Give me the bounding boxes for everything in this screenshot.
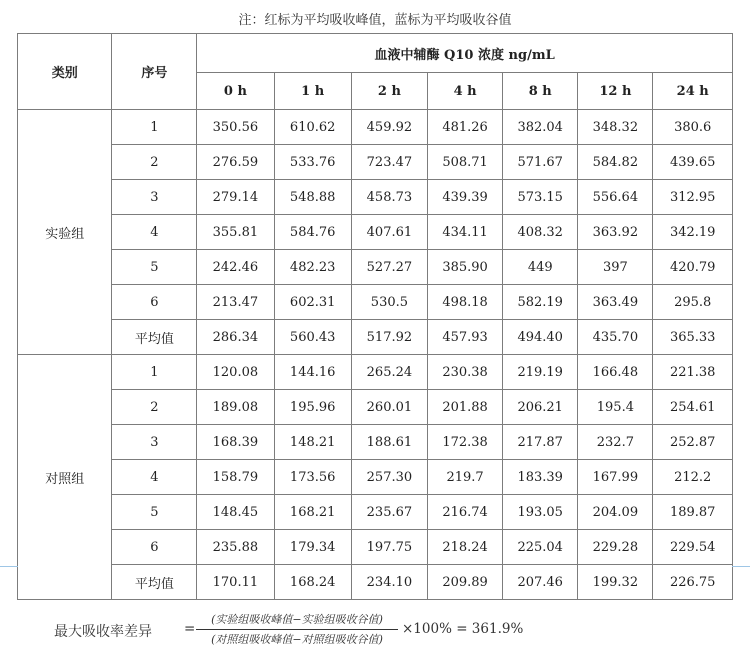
value-cell: 199.32	[578, 565, 653, 600]
row-label-cell: 2	[112, 145, 197, 180]
value-cell: 435.70	[578, 320, 653, 355]
value-cell: 407.61	[351, 215, 427, 250]
value-cell: 201.88	[428, 390, 503, 425]
value-cell: 363.49	[578, 285, 653, 320]
row-label-cell: 6	[112, 530, 197, 565]
time-header-cell: 0 h	[197, 73, 274, 110]
value-cell: 439.65	[653, 145, 733, 180]
table-row	[18, 110, 733, 145]
value-cell: 234.10	[351, 565, 427, 600]
value-cell: 195.4	[578, 390, 653, 425]
value-cell: 295.8	[653, 285, 733, 320]
fraction-bar	[196, 629, 398, 630]
table-row	[18, 530, 733, 565]
value-cell: 286.34	[197, 320, 274, 355]
value-cell: 219.7	[428, 460, 503, 495]
value-cell: 530.5	[351, 285, 427, 320]
value-cell: 397	[578, 250, 653, 285]
table-row	[18, 495, 733, 530]
value-cell: 363.92	[578, 215, 653, 250]
value-cell: 166.48	[578, 355, 653, 390]
value-cell: 584.82	[578, 145, 653, 180]
value-cell: 216.74	[428, 495, 503, 530]
value-cell: 408.32	[503, 215, 578, 250]
time-header-cell: 1 h	[274, 73, 351, 110]
formula-numerator: (实验组吸收峰值−实验组吸收谷值)	[211, 613, 383, 626]
time-header-cell: 8 h	[503, 73, 578, 110]
time-header-cell: 12 h	[578, 73, 653, 110]
row-label-cell: 4	[112, 215, 197, 250]
value-cell: 207.46	[503, 565, 578, 600]
value-cell: 420.79	[653, 250, 733, 285]
value-cell: 582.19	[503, 285, 578, 320]
value-cell: 183.39	[503, 460, 578, 495]
value-cell: 382.04	[503, 110, 578, 145]
value-cell: 225.04	[503, 530, 578, 565]
row-label-cell: 1	[112, 110, 197, 145]
table-row	[18, 390, 733, 425]
value-cell: 221.38	[653, 355, 733, 390]
value-cell: 365.33	[653, 320, 733, 355]
value-cell: 508.71	[428, 145, 503, 180]
row-label-cell: 6	[112, 285, 197, 320]
value-cell: 158.79	[197, 460, 274, 495]
value-cell: 206.21	[503, 390, 578, 425]
time-header-cell: 2 h	[351, 73, 427, 110]
value-cell: 723.47	[351, 145, 427, 180]
value-cell: 342.19	[653, 215, 733, 250]
value-cell: 120.08	[197, 355, 274, 390]
value-cell: 229.28	[578, 530, 653, 565]
value-cell: 193.05	[503, 495, 578, 530]
value-cell: 172.38	[428, 425, 503, 460]
value-cell: 235.67	[351, 495, 427, 530]
table-row	[18, 180, 733, 215]
table-row	[18, 285, 733, 320]
value-cell: 533.76	[274, 145, 351, 180]
formula-lead: 最大吸收率差异	[54, 624, 152, 640]
table-row	[18, 215, 733, 250]
value-cell: 279.14	[197, 180, 274, 215]
value-cell: 170.11	[197, 565, 274, 600]
value-cell: 168.39	[197, 425, 274, 460]
value-cell: 312.95	[653, 180, 733, 215]
value-cell: 458.73	[351, 180, 427, 215]
value-cell: 197.75	[351, 530, 427, 565]
value-cell: 189.08	[197, 390, 274, 425]
group-name-cell: 实验组	[18, 110, 112, 355]
value-cell: 584.76	[274, 215, 351, 250]
value-cell: 265.24	[351, 355, 427, 390]
footnote-note: 注：红标为平均吸收峰值，蓝标为平均吸收谷值	[238, 13, 512, 28]
value-cell: 252.87	[653, 425, 733, 460]
value-cell: 167.99	[578, 460, 653, 495]
table-row	[18, 460, 733, 495]
table-row	[18, 250, 733, 285]
value-cell: 219.19	[503, 355, 578, 390]
formula-fraction	[196, 611, 398, 648]
value-cell: 218.24	[428, 530, 503, 565]
value-cell: 195.96	[274, 390, 351, 425]
table-row	[18, 565, 733, 600]
value-cell: 188.61	[351, 425, 427, 460]
value-cell: 144.16	[274, 355, 351, 390]
value-cell: 602.31	[274, 285, 351, 320]
value-cell: 380.6	[653, 110, 733, 145]
value-cell: 168.21	[274, 495, 351, 530]
value-cell: 573.15	[503, 180, 578, 215]
value-cell: 355.81	[197, 215, 274, 250]
value-cell: 148.45	[197, 495, 274, 530]
value-cell: 212.2	[653, 460, 733, 495]
formula-result: ×100% = 361.9%	[402, 621, 524, 637]
value-cell: 439.39	[428, 180, 503, 215]
value-cell: 348.32	[578, 110, 653, 145]
table-row	[18, 320, 733, 355]
value-cell: 556.64	[578, 180, 653, 215]
value-cell: 189.87	[653, 495, 733, 530]
index-header: 序号	[112, 34, 197, 110]
row-label-cell: 5	[112, 250, 197, 285]
concentration-header: 血液中辅酶 Q10 浓度 ng/mL	[197, 34, 733, 73]
row-label-cell: 平均值	[112, 565, 197, 600]
value-cell: 560.43	[274, 320, 351, 355]
concentration-table	[17, 33, 733, 600]
value-cell: 209.89	[428, 565, 503, 600]
value-cell: 230.38	[428, 355, 503, 390]
table-row	[18, 355, 733, 390]
value-cell: 517.92	[351, 320, 427, 355]
formula-equals: =	[184, 621, 196, 637]
value-cell: 242.46	[197, 250, 274, 285]
group-name-cell: 对照组	[18, 355, 112, 600]
value-cell: 226.75	[653, 565, 733, 600]
row-label-cell: 2	[112, 390, 197, 425]
value-cell: 459.92	[351, 110, 427, 145]
value-cell: 232.7	[578, 425, 653, 460]
value-cell: 173.56	[274, 460, 351, 495]
value-cell: 213.47	[197, 285, 274, 320]
row-label-cell: 5	[112, 495, 197, 530]
value-cell: 527.27	[351, 250, 427, 285]
value-cell: 449	[503, 250, 578, 285]
value-cell: 148.21	[274, 425, 351, 460]
value-cell: 350.56	[197, 110, 274, 145]
value-cell: 229.54	[653, 530, 733, 565]
value-cell: 434.11	[428, 215, 503, 250]
value-cell: 610.62	[274, 110, 351, 145]
value-cell: 254.61	[653, 390, 733, 425]
value-cell: 179.34	[274, 530, 351, 565]
value-cell: 168.24	[274, 565, 351, 600]
time-header-cell: 4 h	[428, 73, 503, 110]
table-row	[18, 425, 733, 460]
value-cell: 276.59	[197, 145, 274, 180]
value-cell: 235.88	[197, 530, 274, 565]
row-label-cell: 3	[112, 425, 197, 460]
value-cell: 482.23	[274, 250, 351, 285]
scan-line-left	[0, 566, 18, 567]
value-cell: 257.30	[351, 460, 427, 495]
value-cell: 548.88	[274, 180, 351, 215]
row-label-cell: 1	[112, 355, 197, 390]
value-cell: 204.09	[578, 495, 653, 530]
category-header: 类别	[18, 34, 112, 110]
value-cell: 260.01	[351, 390, 427, 425]
row-label-cell: 3	[112, 180, 197, 215]
value-cell: 571.67	[503, 145, 578, 180]
table-row	[18, 145, 733, 180]
value-cell: 457.93	[428, 320, 503, 355]
value-cell: 498.18	[428, 285, 503, 320]
row-label-cell: 4	[112, 460, 197, 495]
value-cell: 494.40	[503, 320, 578, 355]
scan-line-right	[732, 566, 750, 567]
value-cell: 481.26	[428, 110, 503, 145]
value-cell: 217.87	[503, 425, 578, 460]
formula-denominator: (对照组吸收峰值−对照组吸收谷值)	[211, 633, 383, 646]
row-label-cell: 平均值	[112, 320, 197, 355]
value-cell: 385.90	[428, 250, 503, 285]
time-header-cell: 24 h	[653, 73, 733, 110]
